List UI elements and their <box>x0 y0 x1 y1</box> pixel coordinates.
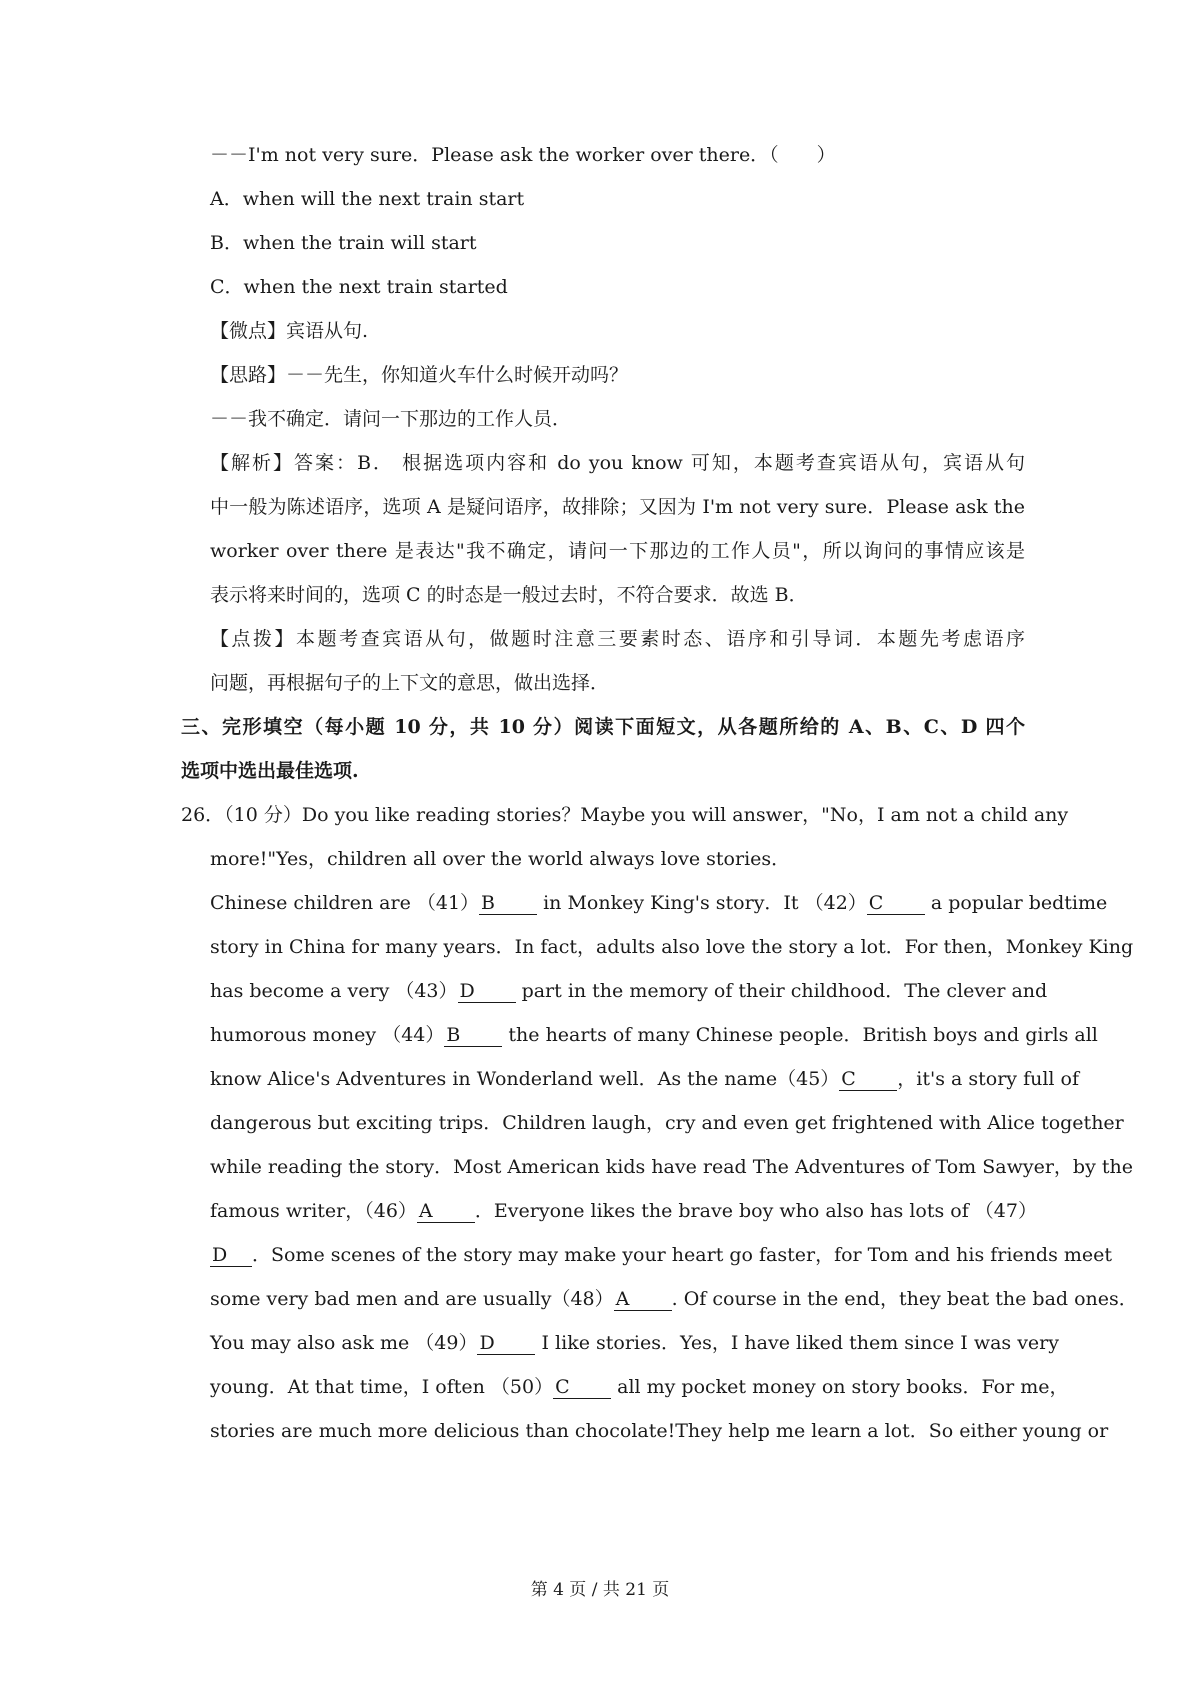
passage-line-10: some very bad men and are usually（48） A . Of course in the end，they beat the bad ones． <box>210 1288 1138 1310</box>
jiexi-line-4: 表示将来时间的，选项 C 的时态是一般过去时，不符合要求．故选 B． <box>210 584 808 606</box>
section-heading: 三、完形填空（每小题 10 分，共 10 分）阅读下面短文，从各题所给的 A、B、C、D 四个 <box>181 716 1025 738</box>
answer-47: D <box>210 1244 252 1267</box>
passage-line-13: stories are much more delicious than chocolate!They help me learn a lot．So either young or <box>210 1420 1109 1442</box>
section-heading-line2: 选项中选出最佳选项. <box>181 760 359 782</box>
passage-line-1: Chinese children are （41） B in Monkey King's story．It （42） C a popular bedtime <box>210 892 1108 914</box>
answer-48: A <box>614 1288 672 1311</box>
answer-41: B <box>479 892 537 915</box>
passage-line-8: famous writer，（46） A ．Everyone likes the brave boy who also has lots of （47） <box>210 1200 1037 1222</box>
answer-43: D <box>458 980 516 1003</box>
jiexi-line-1: 【解析】答案：B． 根据选项内容和 do you know 可知，本题考查宾语从句，宾语从句 <box>210 452 1025 474</box>
answer-44: B <box>444 1024 502 1047</box>
dianbo-line-1: 【点拨】本题考查宾语从句，做题时注意三要素时态、语序和引导词．本题先考虑语序 <box>210 628 1025 650</box>
passage-line-7: while reading the story．Most American kids have read The Adventures of Tom Sawyer，by the <box>210 1156 1133 1178</box>
silu-note-line2: －－我不确定．请问一下那边的工作人员． <box>210 408 572 430</box>
silu-note: 【思路】－－先生，你知道火车什么时候开动吗？ <box>210 364 629 386</box>
passage-line-5: know Alice's Adventures in Wonderland well．As the name（45） C ，it's a story full of <box>210 1068 1080 1090</box>
passage-line-12: young．At that time，I often （50） C all my pocket money on story books．For me， <box>210 1376 1069 1398</box>
answer-49: D <box>477 1332 535 1355</box>
passage-line-2: story in China for many years．In fact，adults also love the story a lot．For then，Monkey King <box>210 936 1134 958</box>
q26-intro: 26．（10 分）Do you like reading stories？Maybe you will answer，"No，I am not a child any <box>181 804 1069 826</box>
q25-reply: －－I'm not very sure．Please ask the worker over there．（ ） <box>210 144 836 166</box>
page-footer: 第 4 页 / 共 21 页 <box>530 1580 670 1600</box>
jiexi-line-2: 中一般为陈述语序，选项 A 是疑问语序，故排除；又因为 I'm not very sure．Please ask the <box>210 496 1025 518</box>
dianbo-line-2: 问题，再根据句子的上下文的意思，做出选择． <box>210 672 610 694</box>
passage-line-9: D ．Some scenes of the story may make your heart go faster，for Tom and his friends meet <box>212 1244 1113 1266</box>
passage-line-4: humorous money （44） B the hearts of many Chinese people．British boys and girls all <box>210 1024 1098 1046</box>
answer-46: A <box>417 1200 475 1223</box>
answer-42: C <box>867 892 925 915</box>
option-c: C．when the next train started <box>210 276 508 298</box>
option-b: B．when the train will start <box>210 232 477 254</box>
option-a: A．when will the next train start <box>210 188 525 210</box>
passage-line-3: has become a very （43） D part in the memory of their childhood．The clever and <box>210 980 1048 1002</box>
answer-45: C <box>839 1068 897 1091</box>
weidian-note: 【微点】宾语从句. <box>210 320 369 342</box>
passage-line-6: dangerous but exciting trips．Children laugh，cry and even get frightened with Alice together <box>210 1112 1124 1134</box>
answer-50: C <box>553 1376 611 1399</box>
jiexi-line-3: worker over there 是表达"我不确定，请问一下那边的工作人员"，所以询问的事情应该是 <box>210 540 1025 562</box>
passage-line-11: You may also ask me （49） D I like stories．Yes，I have liked them since I was very <box>210 1332 1059 1354</box>
q26-intro-line2: more!"Yes，children all over the world always love stories． <box>210 848 791 870</box>
